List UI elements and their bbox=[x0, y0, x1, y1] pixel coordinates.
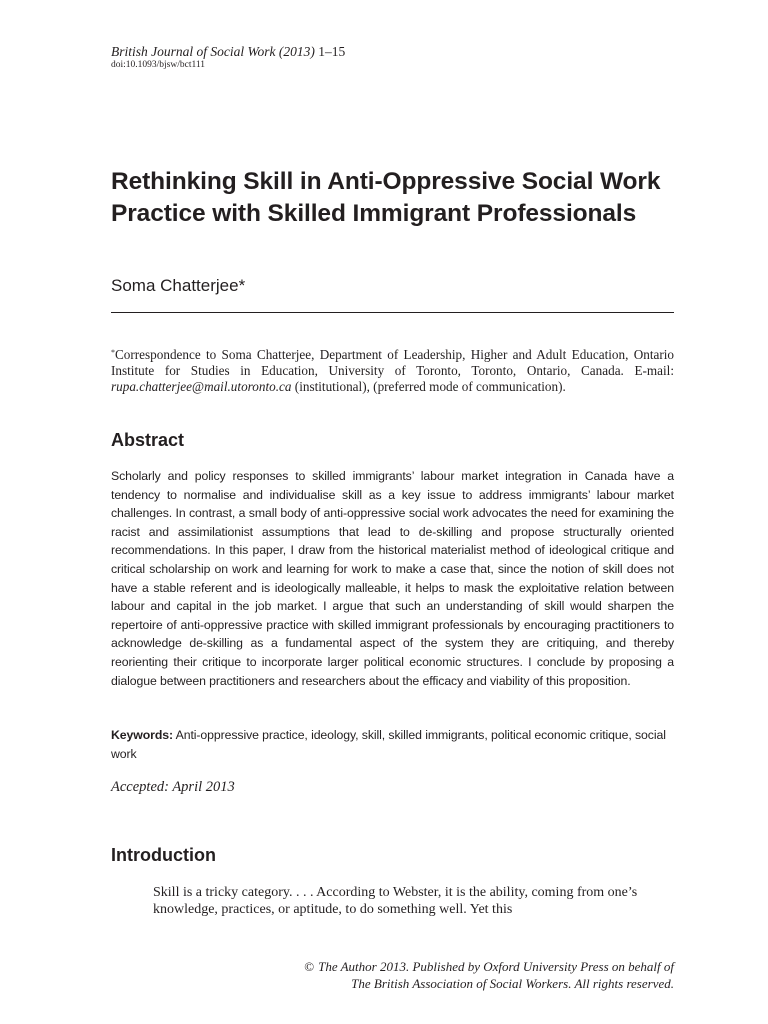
journal-citation bbox=[111, 44, 345, 60]
copyright-icon: © bbox=[304, 959, 315, 974]
author-name: Soma Chatterjee* bbox=[111, 276, 246, 295]
introduction-heading: Introduction bbox=[111, 845, 216, 865]
doi: doi:10.1093/bjsw/bct111 bbox=[111, 60, 206, 70]
copyright-notice bbox=[304, 959, 674, 992]
copyright-line-2: The British Association of Social Workers. All rights reserved. bbox=[351, 975, 674, 991]
article-title: Rethinking Skill in Anti-Oppressive Social Work Practice with Skilled Immigrant Professionals bbox=[111, 168, 661, 227]
journal-name: British Journal of Social Work (2013) bbox=[111, 44, 315, 59]
copyright-text-1: The Author 2013. Published by Oxford University Press on behalf of bbox=[318, 959, 674, 974]
copyright-line-1 bbox=[304, 959, 674, 976]
keywords-label: Keywords: bbox=[111, 728, 173, 742]
abstract-heading: Abstract bbox=[111, 430, 185, 450]
correspondence-note bbox=[111, 347, 674, 396]
title-divider bbox=[111, 312, 674, 313]
correspondence-email[interactable]: rupa.chatterjee@mail.utoronto.ca bbox=[111, 379, 292, 395]
footnote-marker: * bbox=[111, 348, 115, 357]
keywords bbox=[111, 726, 674, 763]
correspondence-text: Correspondence to Soma Chatterjee, Department of Leadership, Higher and Adult Education, Ontario Institute for Studies in Education, University of Toronto, Toronto, Ontario, Canada. E-mail: bbox=[111, 347, 674, 379]
accepted-date: Accepted: April 2013 bbox=[111, 779, 235, 795]
keywords-list: Anti-oppressive practice, ideology, skill, skilled immigrants, political economic critique, social work bbox=[111, 728, 666, 761]
abstract-body: Scholarly and policy responses to skilled immigrants’ labour market integration in Canada have a tendency to normalise and individualise skill as a key issue to address immigrants’ labour market challenges. In contrast, a small body of anti-oppressive social work advocates the need for examining the racist and assimilationist assumptions that lead to de-skilling and propose structurally oriented recommendations. In this paper, I draw from the historical materialist method of ideological critique and critical scholarship on work and learning for work to make a case that, since the notion of skill does not have a stable referent and is ideologically malleable, it helps to mask the exploitative relation between labour and capital in the job market. I argue that such an understanding of skill would sharpen the repertoire of anti-oppressive practice with skilled immigrant professionals by encouraging practitioners to acknowledge de-skilling as a fundamental aspect of the system they are critiquing, and thereby reorienting their critique to incorporate larger political economic structures. I conclude by proposing a dialogue between practitioners and researchers about the efficacy and viability of this proposition. bbox=[111, 469, 674, 688]
correspondence-suffix: (institutional), (preferred mode of communication). bbox=[291, 379, 566, 395]
introduction-quote: Skill is a tricky category. . . . According to Webster, it is the ability, coming from one’s knowledge, practices, or aptitude, to do something well. Yet this bbox=[153, 885, 638, 917]
page-range: 1–15 bbox=[318, 44, 346, 59]
